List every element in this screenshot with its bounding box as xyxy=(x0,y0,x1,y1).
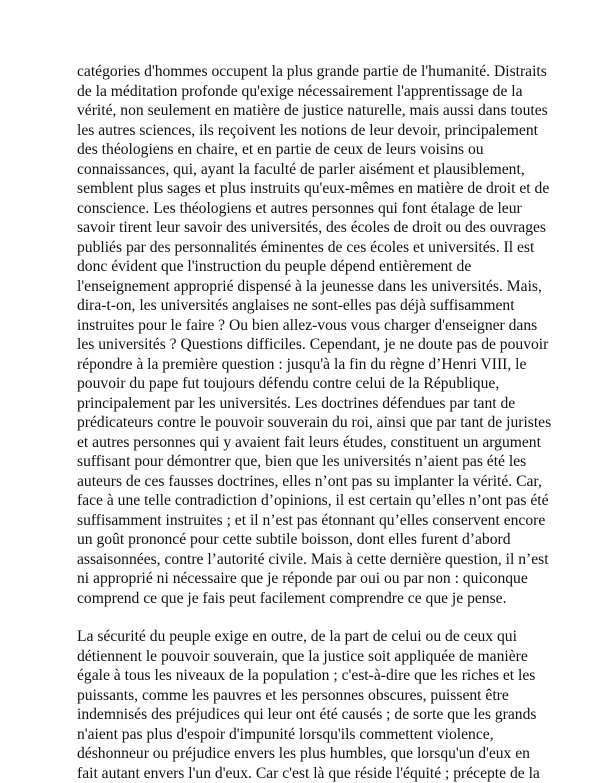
text-line: les autres sciences, ils reçoivent les notions de leur devoir, principalement xyxy=(77,121,529,141)
text-line: assaisonnées, contre l’autorité civile. Mais à cette dernière question, il n’est xyxy=(77,550,529,570)
text-line: suffisant pour démontrer que, bien que les universités n’aient pas été les xyxy=(77,452,529,472)
text-line: La sécurité du peuple exige en outre, de la part de celui ou de ceux qui xyxy=(77,627,529,647)
text-line: auteurs de ces fausses doctrines, elles n’ont pas su implanter la vérité. Car, xyxy=(77,472,529,492)
text-line: répondre à la première question : jusqu'à la fin du règne d’Henri VIII, le xyxy=(77,355,529,375)
text-line: donc évident que l'instruction du peuple dépend entièrement de xyxy=(77,257,529,277)
text-line: savoir tirent leur savoir des universités, des écoles de droit ou des ouvrages xyxy=(77,218,529,238)
text-line: conscience. Les théologiens et autres personnes qui font étalage de leur xyxy=(77,199,529,219)
paragraph-2 xyxy=(77,627,529,783)
text-line: ni approprié ni nécessaire que je réponde par oui ou par non : quiconque xyxy=(77,569,529,589)
body-text xyxy=(77,62,529,783)
text-line: puissants, comme les pauvres et les personnes obscures, puissent être xyxy=(77,686,529,706)
text-line: comprend ce que je fais peut facilement comprendre ce que je pense. xyxy=(77,589,529,609)
text-line: un goût prononcé pour cette subtile boisson, dont elles furent d’abord xyxy=(77,530,529,550)
text-line: indemnisés des préjudices qui leur ont été causés ; de sorte que les grands xyxy=(77,705,529,725)
text-line: de la méditation profonde qu'exige nécessairement l'apprentissage de la xyxy=(77,82,529,102)
text-line: face à une telle contradiction d’opinions, il est certain qu’elles n’ont pas été xyxy=(77,491,529,511)
text-line: catégories d'hommes occupent la plus grande partie de l'humanité. Distraits xyxy=(77,62,529,82)
text-line: n'aient pas plus d'espoir d'impunité lorsqu'ils commettent violence, xyxy=(77,725,529,745)
paragraph-1 xyxy=(77,62,529,608)
text-line: détiennent le pouvoir souverain, que la justice soit appliquée de manière xyxy=(77,647,529,667)
text-line: des théologiens en chaire, et en partie de ceux de leurs voisins ou xyxy=(77,140,529,160)
text-line: déshonneur ou préjudice envers les plus humbles, que lorsqu'un d'eux en xyxy=(77,744,529,764)
text-line: l'enseignement approprié dispensé à la jeunesse dans les universités. Mais, xyxy=(77,277,529,297)
text-line: connaissances, qui, ayant la faculté de parler aisément et plausiblement, xyxy=(77,160,529,180)
text-line: publiés par des personnalités éminentes de ces écoles et universités. Il est xyxy=(77,238,529,258)
text-line: égale à tous les niveaux de la population ; c'est-à-dire que les riches et les xyxy=(77,666,529,686)
text-line: suffisamment instruites ; et il n’est pas étonnant qu’elles conservent encore xyxy=(77,511,529,531)
text-line: instruites pour le faire ? Ou bien allez-vous vous charger d'enseigner dans xyxy=(77,316,529,336)
text-line: et autres personnes qui y avaient fait leurs études, constituent un argument xyxy=(77,433,529,453)
text-line: dira-t-on, les universités anglaises ne sont-elles pas déjà suffisamment xyxy=(77,296,529,316)
text-line: principalement par les universités. Les doctrines défendues par tant de xyxy=(77,394,529,414)
text-line: les universités ? Questions difficiles. Cependant, je ne doute pas de pouvoir xyxy=(77,335,529,355)
text-line: pouvoir du pape fut toujours défendu contre celui de la République, xyxy=(77,374,529,394)
text-line: prédicateurs contre le pouvoir souverain du roi, ainsi que par tant de juristes xyxy=(77,413,529,433)
text-line: vérité, non seulement en matière de justice naturelle, mais aussi dans toutes xyxy=(77,101,529,121)
text-line: semblent plus sages et plus instruits qu'eux-mêmes en matière de droit et de xyxy=(77,179,529,199)
text-line: fait autant envers l'un d'eux. Car c'est là que réside l'équité ; précepte de la xyxy=(77,764,529,783)
